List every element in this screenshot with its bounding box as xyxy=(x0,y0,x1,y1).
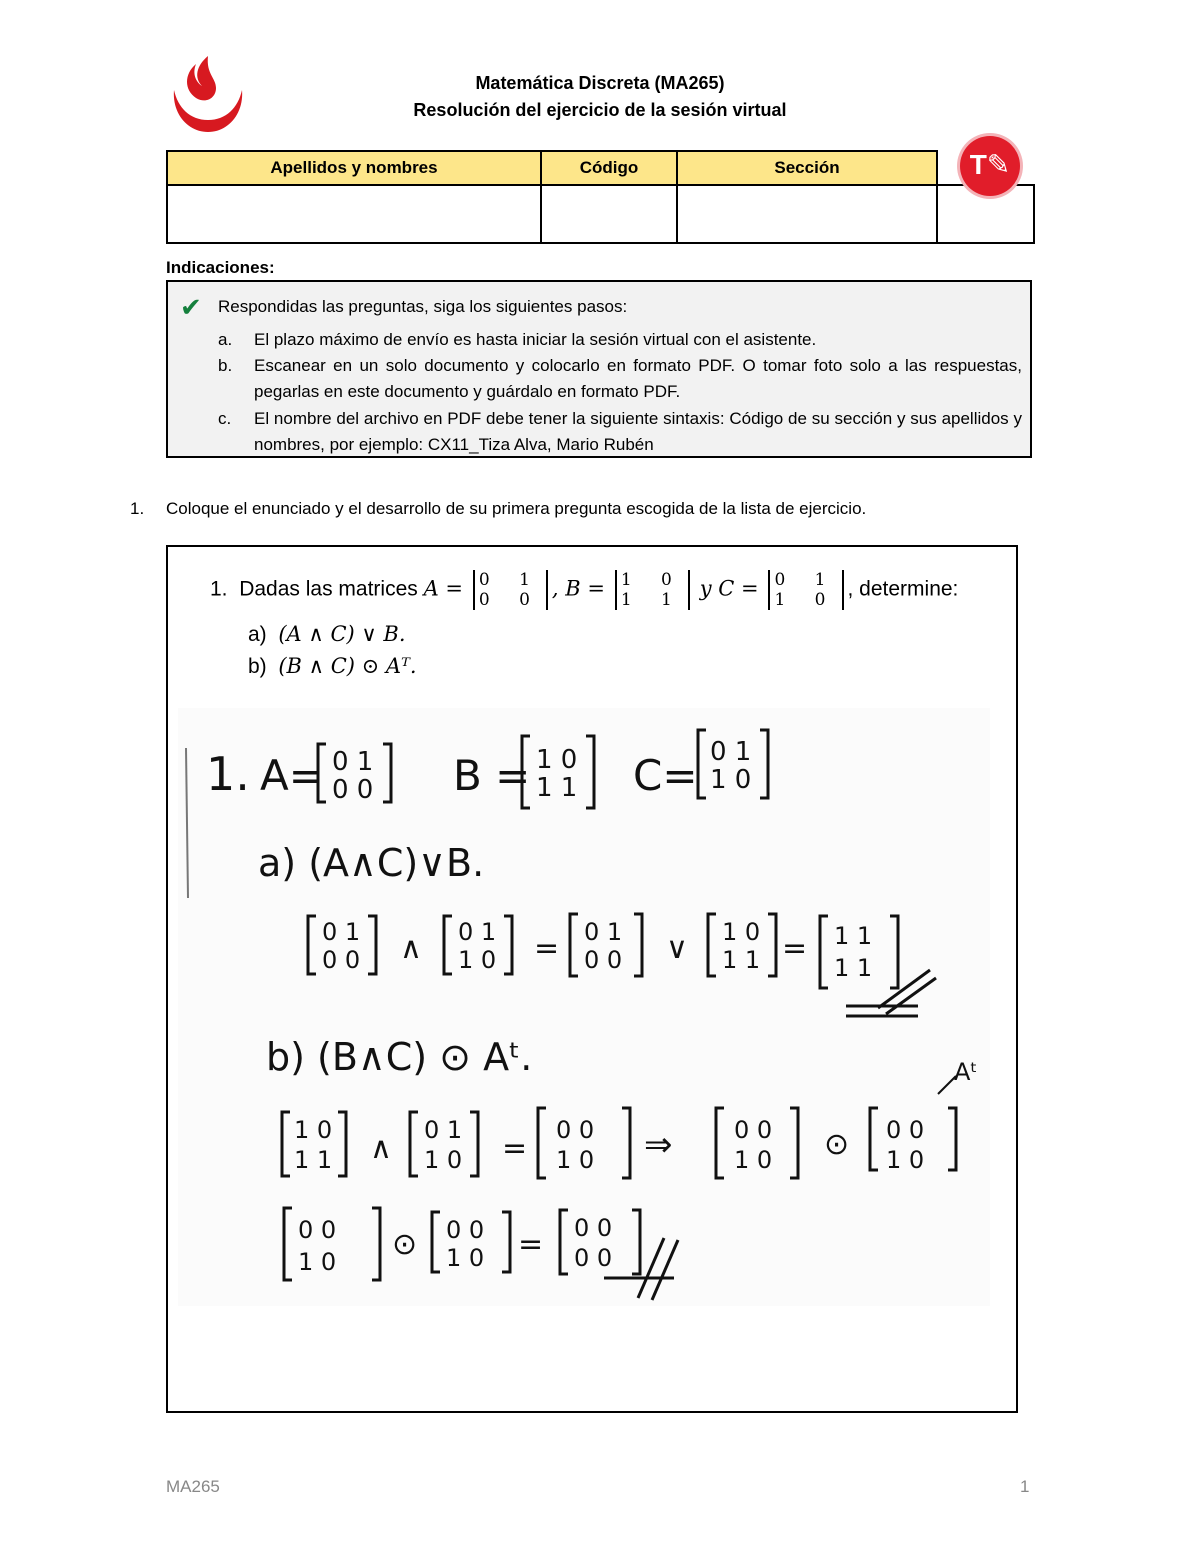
apellidos-field[interactable] xyxy=(167,185,541,243)
course-title: Matemática Discreta (MA265) xyxy=(475,73,725,93)
svg-text:0 0: 0 0 xyxy=(332,775,374,805)
page-number: 1 xyxy=(1020,1477,1030,1496)
svg-text:1 1: 1 1 xyxy=(294,1146,333,1174)
hw-part-a: a) (A∧C)∨B. xyxy=(258,841,485,885)
student-info-table xyxy=(166,150,1035,244)
svg-text:0 0: 0 0 xyxy=(886,1116,925,1144)
svg-text:∨: ∨ xyxy=(666,931,688,966)
question-number: 1. xyxy=(130,499,145,518)
item-letter-c: c. xyxy=(218,409,232,428)
item-letter-a: a. xyxy=(218,330,233,349)
col-apellidos: Apellidos y nombres xyxy=(167,151,541,185)
svg-text:0 1: 0 1 xyxy=(584,918,623,946)
svg-text:1 0: 1 0 xyxy=(424,1146,463,1174)
svg-text:1 0: 1 0 xyxy=(556,1146,595,1174)
hw-b-eq: B = xyxy=(453,751,531,800)
svg-text:⇒: ⇒ xyxy=(644,1125,673,1165)
hw-number: 1. xyxy=(206,747,250,801)
svg-text:1 1: 1 1 xyxy=(834,954,873,982)
svg-text:1 0: 1 0 xyxy=(536,745,578,775)
handwriting-drawing xyxy=(178,708,990,1306)
matrix-a: 0 1 0 0 xyxy=(473,570,548,610)
document-subtitle: Resolución del ejercicio de la sesión virtual xyxy=(413,100,787,120)
svg-text:0 1: 0 1 xyxy=(458,918,497,946)
matrix-b-label: , B = xyxy=(551,576,605,601)
hw-c-eq: C= xyxy=(633,751,698,800)
part-b: b) (B ∧ C) ⊙ Aᵀ. xyxy=(248,654,417,678)
svg-text:=: = xyxy=(518,1227,544,1262)
part-a: a) (A ∧ C) ∨ B. xyxy=(248,622,406,646)
svg-text:0 0: 0 0 xyxy=(298,1216,337,1244)
svg-text:0 1: 0 1 xyxy=(322,918,361,946)
svg-text:1 0: 1 0 xyxy=(458,946,497,974)
svg-text:=: = xyxy=(534,931,560,966)
footer-course-code: MA265 xyxy=(166,1477,220,1496)
svg-text:0 0: 0 0 xyxy=(574,1214,613,1242)
hw-at-note: Aᵗ xyxy=(954,1058,978,1086)
instructions-lead: Respondidas las preguntas, siga los siguientes pasos: xyxy=(218,297,628,316)
matrix-c: 0 1 1 0 xyxy=(768,570,843,610)
svg-text:⊙: ⊙ xyxy=(824,1127,850,1162)
svg-text:1 0: 1 0 xyxy=(446,1244,485,1272)
exercise-statement xyxy=(210,570,958,610)
item-text-c: El nombre del archivo en PDF debe tener la siguiente sintaxis: Código de su sección y sus apellidos y nombres, por ejemplo: CX11_Tiza Alva, Mario Rubén xyxy=(254,409,1022,454)
svg-text:1 0: 1 0 xyxy=(886,1146,925,1174)
upc-logo xyxy=(166,52,250,136)
exercise-ending: , determine: xyxy=(847,577,959,601)
svg-text:=: = xyxy=(782,931,808,966)
codigo-field[interactable] xyxy=(541,185,677,243)
svg-text:∧: ∧ xyxy=(400,931,422,966)
hw-a-eq: A= xyxy=(260,751,324,800)
svg-text:1 0: 1 0 xyxy=(734,1146,773,1174)
svg-text:1 0: 1 0 xyxy=(710,765,752,795)
svg-text:0 0: 0 0 xyxy=(574,1244,613,1272)
svg-text:1 1: 1 1 xyxy=(722,946,761,974)
svg-text:⊙: ⊙ xyxy=(392,1227,418,1262)
matrix-b: 1 0 1 1 xyxy=(615,570,690,610)
matrix-c-label: y C = xyxy=(699,576,759,601)
svg-text:0 0: 0 0 xyxy=(584,946,623,974)
hw-part-b: b) (B∧C) ⊙ Aᵗ. xyxy=(266,1035,533,1079)
svg-text:0 1: 0 1 xyxy=(710,737,752,767)
item-text-a: El plazo máximo de envío es hasta iniciar la sesión virtual con el asistente. xyxy=(254,330,817,349)
svg-text:0 1: 0 1 xyxy=(424,1116,463,1144)
item-letter-b: b. xyxy=(218,356,233,375)
svg-text:1 1: 1 1 xyxy=(834,922,873,950)
svg-text:∧: ∧ xyxy=(370,1131,392,1166)
svg-text:1 0: 1 0 xyxy=(294,1116,333,1144)
col-codigo: Código xyxy=(541,151,677,185)
svg-text:0 0: 0 0 xyxy=(556,1116,595,1144)
svg-text:0 0: 0 0 xyxy=(446,1216,485,1244)
svg-text:0 0: 0 0 xyxy=(322,946,361,974)
matrix-a-label: A = xyxy=(423,576,464,601)
exercise-intro: Dadas las matrices xyxy=(239,577,418,601)
handwritten-solution-photo xyxy=(178,708,990,1306)
svg-text:1 1: 1 1 xyxy=(536,773,578,803)
svg-text:1 0: 1 0 xyxy=(298,1248,337,1276)
item-text-b: Escanear en un solo documento y colocarlo en formato PDF. O tomar foto solo a las respuestas, pegarlas en este documento y guárdalo en formato PDF. xyxy=(254,356,1022,401)
question-text: Coloque el enunciado y el desarrollo de su primera pregunta escogida de la lista de ejercicio. xyxy=(166,499,867,518)
svg-text:0 1: 0 1 xyxy=(332,747,374,777)
col-seccion: Sección xyxy=(677,151,937,185)
indicaciones-label: Indicaciones: xyxy=(166,258,275,277)
t-edit-icon: T✎ xyxy=(960,136,1020,196)
svg-text:=: = xyxy=(502,1131,528,1166)
checkmark-icon: ✔ xyxy=(180,292,202,322)
svg-text:1 0: 1 0 xyxy=(722,918,761,946)
exercise-number: 1. xyxy=(210,577,228,601)
svg-text:0 0: 0 0 xyxy=(734,1116,773,1144)
seccion-field[interactable] xyxy=(677,185,937,243)
